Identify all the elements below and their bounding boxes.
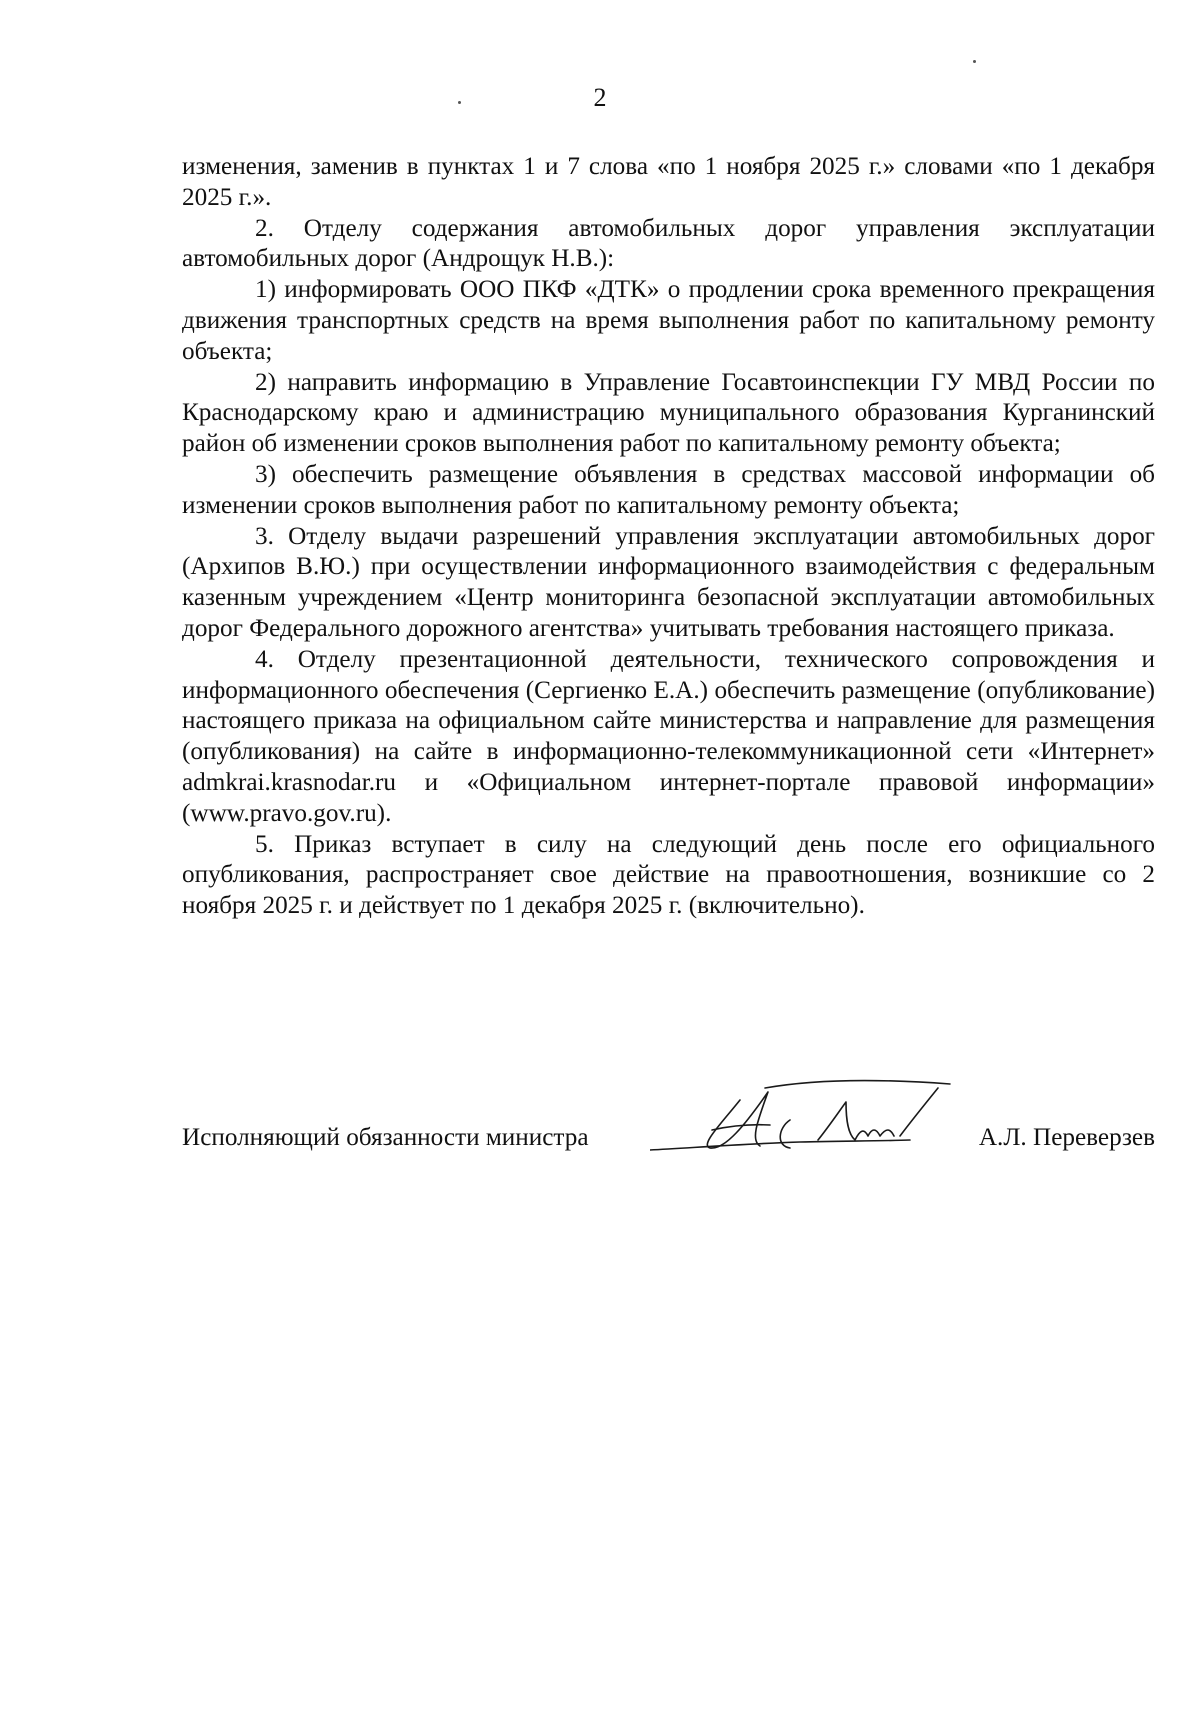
paragraph-item-2: 2. Отделу содержания автомобильных дорог управления эксплуатации автомобильных дорог (Андрощук Н.В.): (182, 214, 1155, 273)
paragraph-item-3: 3. Отделу выдачи разрешений управления эксплуатации автомобильных дорог (Архипов В.Ю.) при осуществлении информационного взаимодействия с федеральным казенным учреждением «Центр мониторинга безопасной эксплуатации автомобильных дорог Федерального дорожного агентства» учитывать требования настоящего приказа. (182, 522, 1155, 642)
paragraph-subitem-3: 3) обеспечить размещение объявления в средствах массовой информации об изменении сроков выполнения работ по капитальному ремонту объекта; (182, 460, 1155, 519)
paragraph-subitem-2: 2) направить информацию в Управление Госавтоинспекции ГУ МВД России по Краснодарскому краю и администрацию муниципального образования Курганинский район об изменении сроков выполнения работ по капитальному ремонту объекта; (182, 368, 1155, 458)
page-number: 2 (593, 83, 607, 112)
signatory-name: А.Л. Переверзев (978, 1124, 1155, 1151)
paragraph-item-4: 4. Отделу презентационной деятельности, технического сопровождения и информационного обеспечения (Сергиенко Е.А.) обеспечить размещение (опубликование) настоящего приказа на официальном сайте министерства и направление для размещения (опубликования) на сайте в информационно-телекоммуникационной сети «Интернет» admkrai.krasnodar.ru и «Официальном интернет-портале правовой информации» (www.pravo.gov.ru). (182, 645, 1155, 827)
signatory-position: Исполняющий обязанности министра (182, 1124, 589, 1151)
document-body (182, 152, 1155, 922)
paragraph-continuation: изменения, заменив в пунктах 1 и 7 слова «по 1 ноября 2025 г.» словами «по 1 декабря 2025 г.». (182, 153, 1155, 211)
signature-block (182, 1117, 1155, 1157)
scan-speck (973, 60, 976, 63)
paragraph-item-5: 5. Приказ вступает в силу на следующий день после его официального опубликования, распространяет свое действие на правоотношения, возникшие со 2 ноября 2025 г. и действует по 1 декабря 2025 г. (включительно). (182, 830, 1155, 920)
paragraph-subitem-1: 1) информировать ООО ПКФ «ДТК» о продлении срока временного прекращения движения транспортных средств на время выполнения работ по капитальному ремонту объекта; (182, 276, 1155, 365)
